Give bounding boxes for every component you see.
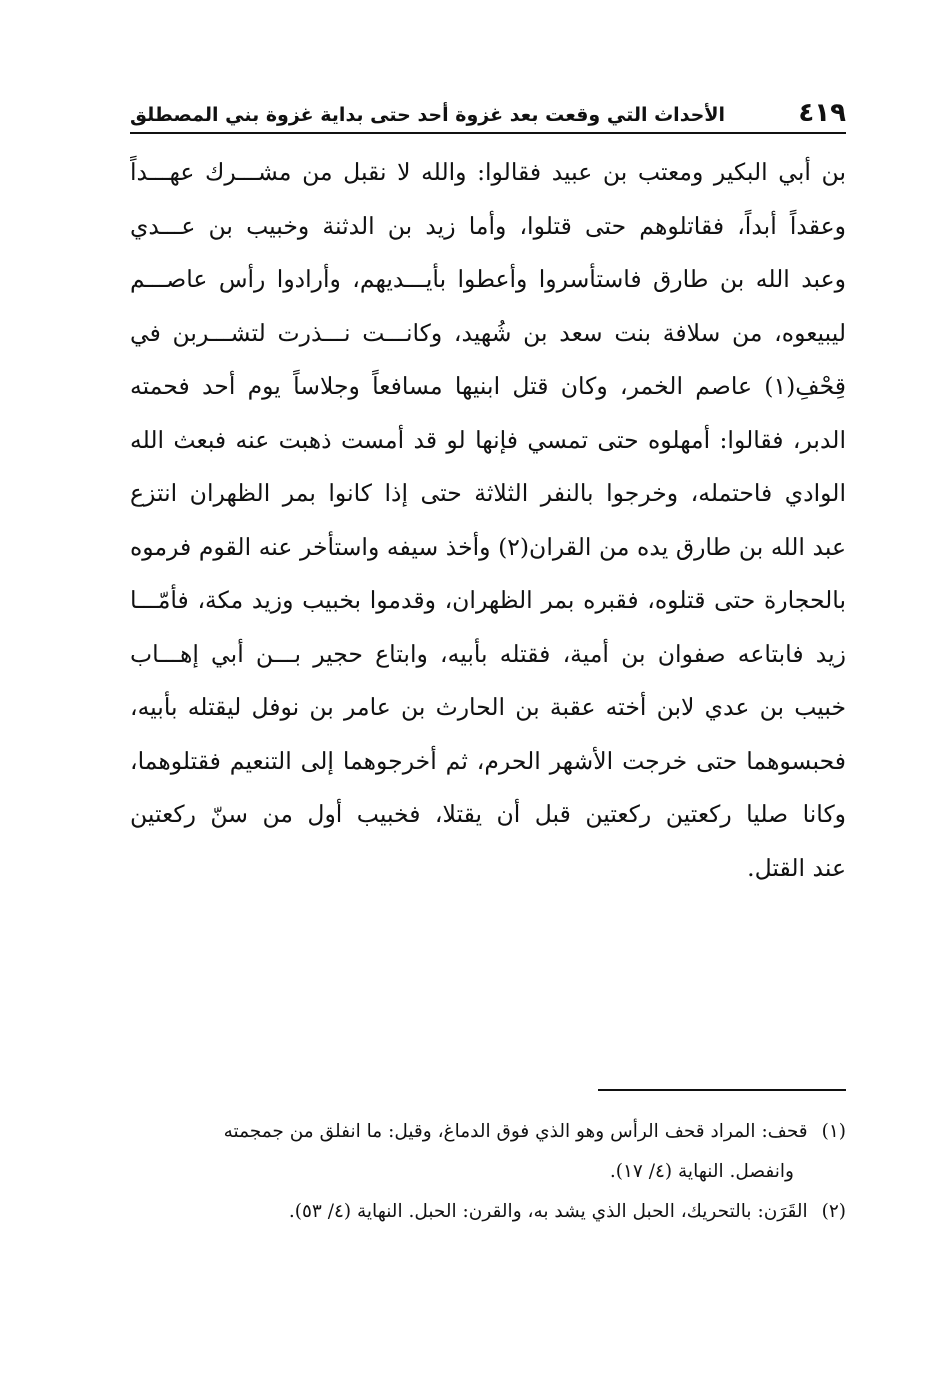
text-line: خبيب بن عدي لابن أخته عقبة بن الحارث بن عامر بن نوفل ليقتله بأبيه،	[130, 693, 846, 721]
footnote-2	[130, 1192, 846, 1232]
text-line: الوادي فاحتمله، وخرجوا بالنفر الثلاثة حتى إذا كانوا بمر الظهران انتزع	[130, 479, 846, 507]
text-line: عبد الله بن طارق يده من القران(٢) وأخذ سيفه واستأخر عنه القوم فرموه	[130, 532, 846, 561]
footnote-text-continued: وانفصل. النهاية (٤/ ١٧).	[609, 1161, 794, 1182]
text-line: وكانا صليا ركعتين ركعتين قبل أن يقتلا، فخبيب أول من سنّ ركعتين	[130, 800, 846, 828]
text-line-last: عند القتل.	[747, 853, 846, 882]
text-line: بالحجارة حتى قتلوه، فقبره بمر الظهران، وقدموا بخبيب وزيد مكة، فأمّـــا	[130, 586, 846, 614]
running-title: الأحداث التي وقعت بعد غزوة أحد حتى بداية غزوة بني المصطلق	[130, 104, 726, 126]
text-line: زيد فابتاعه صفوان بن أمية، فقتله بأبيه، وابتاع حجير بـــن أبي إهـــاب	[130, 639, 846, 668]
footnote-text: قحف: المراد قحف الرأس وهو الذي فوق الدماغ، وقيل: ما انفلق من جمجمته	[223, 1121, 808, 1142]
footnote-text: القَرَن: بالتحريك، الحبل الذي يشد به، والقرن: الحبل. النهاية (٤/ ٥٣).	[288, 1201, 808, 1222]
text-line: فحبسوهما حتى خرجت الأشهر الحرم، ثم أخرجوهما إلى التنعيم فقتلوهما،	[130, 746, 846, 775]
footnote-number: (٢)	[821, 1201, 846, 1222]
text-line: الدبر، فقالوا: أمهلوه حتى تمسي فإنها لو قد أمست ذهبت عنه فبعث الله	[130, 425, 846, 454]
text-line: ليبيعوه، من سلافة بنت سعد بن شُهيد، وكانـــت نـــذرت لتشـــربن في	[130, 318, 846, 347]
footnotes	[130, 1112, 846, 1232]
text-line: وعقداً أبداً، فقاتلوهم حتى قتلوا، وأما زيد بن الدثنة وخبيب بن عـــدي	[130, 211, 846, 240]
page-header	[130, 96, 846, 134]
text-line: وعبد الله بن طارق فاستأسروا وأعطوا بأيـــديهم، وأرادوا رأس عاصـــم	[130, 265, 846, 293]
footnote-divider	[598, 1089, 846, 1091]
main-text	[130, 146, 846, 886]
page-number: ٤١٩	[798, 98, 846, 128]
footnote-number: (١)	[821, 1121, 846, 1142]
text-line: بن أبي البكير ومعتب بن عبيد فقالوا: والله لا نقبل من مشـــرك عهـــداً	[130, 158, 846, 186]
text-line: قِحْفِ(١) عاصم الخمر، وكان قتل ابنيها مسافعاً وجلاساً يوم أحد فحمته	[130, 372, 846, 400]
footnote-1	[130, 1112, 846, 1192]
